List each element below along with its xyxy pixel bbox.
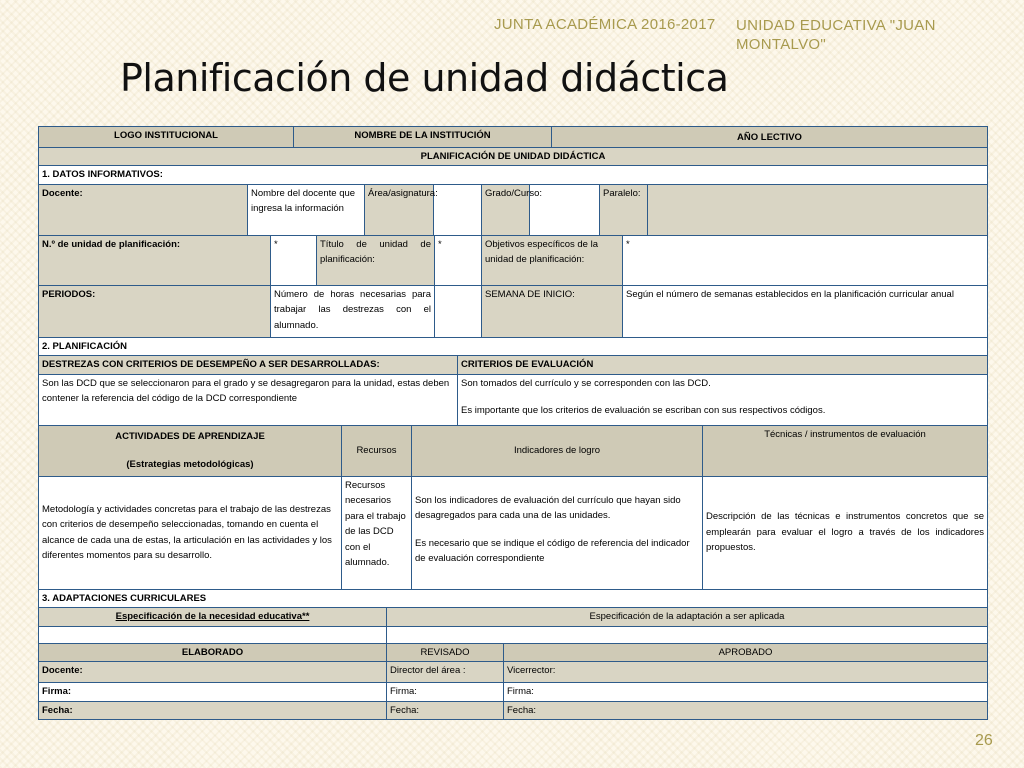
- adaptation-header: Especificación de la adaptación a ser aplicada: [387, 608, 987, 626]
- grade-label: Grado/Curso:: [482, 185, 530, 235]
- approved-header: APROBADO: [504, 644, 987, 662]
- parallel-value: [648, 185, 987, 235]
- form-row-docente: [39, 185, 987, 236]
- start-week-value: Según el número de semanas establecidos en la planificación curricular anual: [626, 288, 954, 300]
- signature-label-2: Firma:: [387, 683, 504, 701]
- form-row-section2: [39, 338, 987, 357]
- docente-label: Docente:: [39, 185, 248, 235]
- unit-number-value: *: [271, 236, 317, 285]
- unit-number-label: N.º de unidad de planificación:: [39, 236, 271, 285]
- criteria-text-2: Es importante que los criterios de evaluación se escriban con sus respectivos códigos.: [461, 405, 826, 416]
- date-label-1: Fecha:: [39, 702, 387, 720]
- area-value: [434, 185, 482, 235]
- parallel-label: Paralelo:: [600, 185, 648, 235]
- criteria-text-1: Son tomados del currículo y se corresponden con las DCD.: [461, 377, 711, 389]
- form-row-signatures: [39, 683, 987, 702]
- objectives-value: *: [626, 238, 630, 250]
- teacher-label: Docente:: [39, 662, 387, 682]
- activities-header-line1: ACTIVIDADES DE APRENDIZAJE: [115, 431, 265, 442]
- form-row-skills: [39, 375, 987, 426]
- form-row-adaptations: [39, 627, 987, 644]
- grade-value: [530, 185, 600, 235]
- criteria-header: CRITERIOS DE EVALUACIÓN: [458, 356, 987, 374]
- form-row-signoff-header: [39, 644, 987, 663]
- form-row-section1: [39, 166, 987, 185]
- hours-empty: [435, 286, 482, 337]
- form-row-title: [39, 148, 987, 167]
- institution-name-cell: NOMBRE DE LA INSTITUCIÓN: [294, 127, 552, 147]
- activities-header: [39, 426, 342, 476]
- resources-header-text: Recursos: [356, 444, 397, 456]
- date-label-3: Fecha:: [504, 702, 987, 720]
- indicators-header-text: Indicadores de logro: [513, 444, 601, 456]
- section-3-title: 3. ADAPTACIONES CURRICULARES: [42, 592, 207, 604]
- skills-value: Son las DCD que se seleccionaron para el grado y se desagregaron para la unidad, estas deben contener la referencia del código de la DCD correspondiente: [39, 375, 458, 425]
- form-row-periods: [39, 286, 987, 338]
- date-label-2: Fecha:: [387, 702, 504, 720]
- header-right: UNIDAD EDUCATIVA "JUAN MONTALVO": [736, 17, 936, 53]
- indicators-text-2: Es necesario que se indique el código de referencia del indicador de evaluación correspondiente: [415, 537, 690, 564]
- activities-value: [39, 477, 342, 589]
- form-row-skills-header: [39, 356, 987, 375]
- area-label: Área/asignatura:: [365, 185, 434, 235]
- docente-value: Nombre del docente que ingresa la información: [248, 185, 365, 235]
- indicators-text-1: Son los indicadores de evaluación del currículo que hayan sido desagregados para cada una de las unidades.: [415, 494, 681, 521]
- signature-label-1: Firma:: [39, 683, 387, 701]
- unit-title-label: Título de unidad de planificación:: [317, 236, 435, 285]
- need-value: [39, 627, 387, 643]
- start-week-label: SEMANA DE INICIO:: [482, 286, 623, 337]
- techniques-header: Técnicas / instrumentos de evaluación: [703, 426, 987, 476]
- form-row-activities-header: [39, 426, 987, 477]
- slide-title: Planificación de unidad didáctica: [120, 56, 729, 100]
- unit-title-value: *: [435, 236, 482, 285]
- form-row-section3: [39, 590, 987, 609]
- plan-title-cell: PLANIFICACIÓN DE UNIDAD DIDÁCTICA: [39, 148, 987, 166]
- techniques-text: Descripción de las técnicas e instrumentos concretos que se emplearán para evaluar el logro a través de los indicadores propuestos.: [706, 511, 984, 554]
- director-label: Director del área :: [387, 662, 504, 682]
- hours-value: Número de horas necesarias para trabajar las destrezas con el alumnado.: [271, 286, 435, 337]
- logo-cell: LOGO INSTITUCIONAL: [39, 127, 294, 147]
- criteria-value: [458, 375, 987, 425]
- activities-header-line2: (Estrategias metodológicas): [126, 458, 254, 470]
- vice-rector-label: Vicerrector:: [504, 662, 987, 682]
- form-row-header: [39, 127, 987, 148]
- signature-label-3: Firma:: [507, 686, 534, 697]
- planning-form: [38, 126, 988, 720]
- objectives-label: Objetivos específicos de la unidad de planificación:: [482, 236, 623, 285]
- form-row-signoff-roles: [39, 662, 987, 683]
- reviewed-header: REVISADO: [387, 644, 504, 662]
- activities-text: Metodología y actividades concretas para el trabajo de las destrezas con criterios de desempeño seleccionadas, tomando en cuenta el alcance de cada una de estas, la articulación en las actividades y los diferentes momentos para su desarrollo.: [42, 503, 332, 561]
- form-row-unit: [39, 236, 987, 286]
- techniques-value: [703, 477, 987, 589]
- periods-label: PERIODOS:: [39, 286, 271, 337]
- form-row-dates: [39, 702, 987, 720]
- skills-header: DESTREZAS CON CRITERIOS DE DESEMPEÑO A SER DESARROLLADAS:: [39, 356, 458, 374]
- indicators-value: [412, 477, 703, 589]
- form-row-activities: [39, 477, 987, 590]
- page-number: 26: [975, 732, 993, 749]
- header-left: JUNTA ACADÉMICA 2016-2017: [494, 16, 716, 33]
- adaptation-value: [387, 627, 987, 643]
- section-2-title: 2. PLANIFICACIÓN: [42, 340, 127, 352]
- resources-value: Recursos necesarios para el trabajo de las DCD con el alumnado.: [342, 477, 412, 589]
- form-row-adaptations-header: [39, 608, 987, 627]
- section-1-title: 1. DATOS INFORMATIVOS:: [42, 169, 163, 180]
- school-year-cell: AÑO LECTIVO: [552, 127, 987, 147]
- indicators-header: [412, 426, 703, 476]
- prepared-header: ELABORADO: [39, 644, 387, 662]
- need-header: Especificación de la necesidad educativa**: [39, 608, 387, 626]
- resources-header: [342, 426, 412, 476]
